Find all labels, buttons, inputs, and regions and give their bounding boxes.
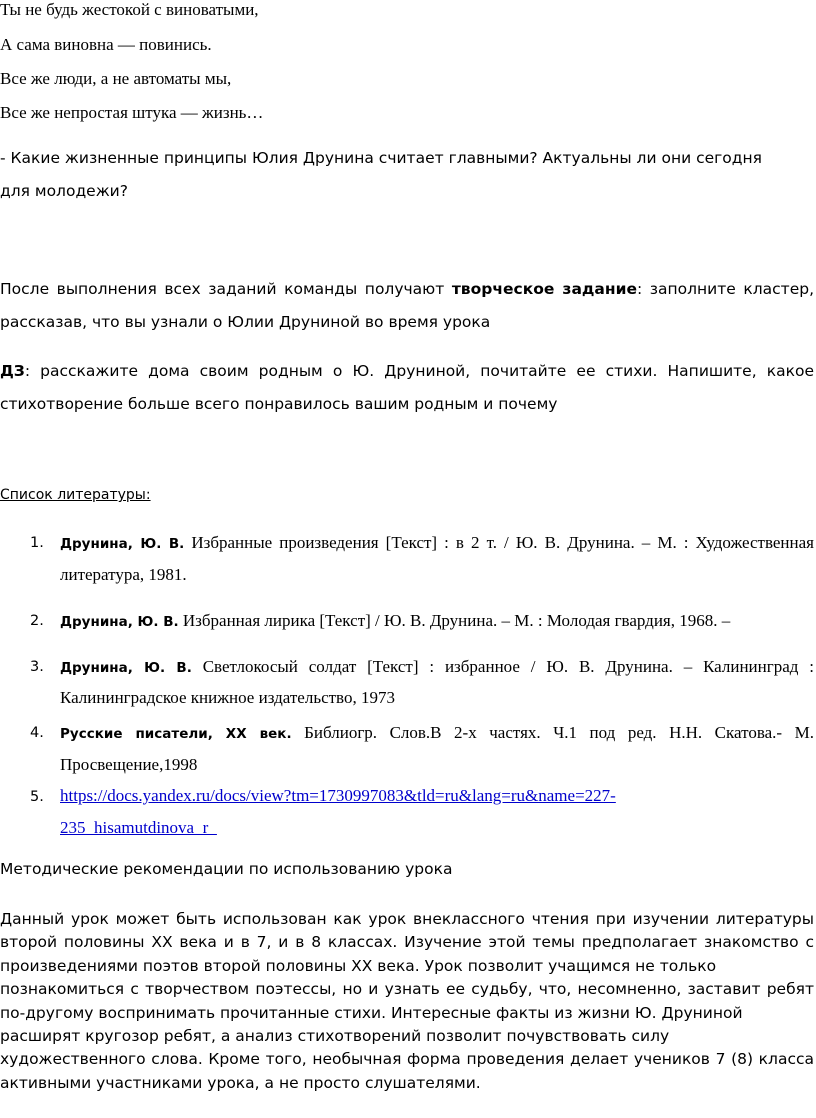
reference-author: Друнина, Ю. В.: [60, 660, 192, 676]
homework-label: ДЗ: [0, 362, 25, 380]
references-heading: Список литературы:: [0, 487, 151, 503]
methodology-line: расширят кругозор ребят, а анализ стихотворений позволит почувствовать силу: [0, 1027, 670, 1046]
methodology-line: по-другому воспринимать прочитанные стихи. Интересные факты из жизни Ю. Друниной: [0, 1003, 743, 1022]
methodology-line: познакомиться с творчеством поэтессы, но и узнать ее судьбу, что, несомненно, заставит ребят: [0, 980, 814, 999]
reference-number: 3.: [30, 659, 44, 675]
homework-line-2: стихотворение больше всего понравилось вашим родным и почему: [0, 395, 558, 413]
reference-item-4-line-2: Просвещение,1998: [60, 755, 198, 774]
creative-task-bold: творческое задание: [451, 280, 637, 298]
reference-number: 5.: [30, 789, 44, 805]
reference-number: 2.: [30, 613, 44, 629]
reference-text: Избранные произведения [Текст] : в 2 т. / Ю. В. Друнина. – М. : Художественная: [184, 533, 814, 552]
reference-item-1-line-2: литература, 1981.: [60, 565, 187, 584]
reference-author: Русские писатели, XX век.: [60, 726, 292, 742]
question-line-1: - Какие жизненные принципы Юлия Друнина считает главными? Актуальны ли они сегодня: [0, 149, 762, 167]
creative-task-text: После выполнения всех заданий команды получают: [0, 280, 452, 298]
creative-task-line-1: [0, 280, 814, 298]
poem-line-3: Все же люди, а не автоматы мы,: [0, 69, 232, 88]
homework-line-1: [0, 362, 814, 380]
creative-task-line-2: рассказав, что вы узнали о Юлии Друниной во время урока: [0, 313, 491, 331]
methodology-line: второй половины XX века и в 7, и в 8 классах. Изучение этой темы предполагает знакомство с: [0, 933, 814, 952]
poem-line-2: А сама виновна — повинись.: [0, 35, 212, 54]
reference-link-line-1[interactable]: https://docs.yandex.ru/docs/view?tm=1730997083&tld=ru&lang=ru&name=227-: [60, 786, 616, 805]
reference-text: Избранная лирика [Текст] / Ю. В. Друнина. – М. : Молодая гвардия, 1968. –: [178, 611, 731, 630]
reference-link-line-2[interactable]: 235_hisamutdinova_r_: [60, 818, 217, 837]
methodology-line: Данный урок может быть использован как урок внеклассного чтения при изучении литературы: [0, 910, 814, 928]
reference-item-2-line-1: [60, 611, 814, 631]
reference-number: 4.: [30, 725, 44, 741]
reference-link[interactable]: [60, 786, 814, 806]
poem-line-1: Ты не будь жестокой с виноватыми,: [0, 0, 259, 19]
poem-line-4: Все же непростая штука — жизнь…: [0, 103, 264, 122]
reference-item-3-line-2: Калининградское книжное издательство, 1973: [60, 688, 395, 707]
methodology-line: художественного слова. Кроме того, необычная форма проведения делает учеников 7 (8) класса: [0, 1050, 814, 1069]
reference-item-3-line-1: [60, 657, 814, 677]
reference-number: 1.: [30, 535, 44, 551]
reference-author: Друнина, Ю. В.: [60, 614, 179, 630]
reference-author: Друнина, Ю. В.: [60, 536, 185, 552]
creative-task-text-end: : заполните кластер,: [636, 280, 815, 298]
reference-item-1-line-1: [60, 533, 814, 553]
homework-text: : расскажите дома своим родным о Ю. Друниной, почитайте ее стихи. Напишите, какое: [24, 362, 814, 380]
reference-text: Светлокосый солдат [Текст] : избранное / Ю. В. Друнина. – Калининград :: [191, 657, 814, 676]
methodology-line: произведениями поэтов второй половины XX века. Урок позволит учащимся не только: [0, 956, 717, 975]
question-line-2: для молодежи?: [0, 182, 128, 200]
methodology-line: активными участниками урока, а не просто слушателями.: [0, 1073, 481, 1092]
reference-item-4-line-1: [60, 723, 814, 743]
methodology-paragraph: [0, 908, 814, 1095]
reference-text: Библиогр. Слов.В 2-х частях. Ч.1 под ред. Н.Н. Скатова.- М.: [291, 723, 814, 742]
methodology-heading: Методические рекомендации по использованию урока: [0, 860, 453, 878]
reference-link-continuation[interactable]: [60, 818, 814, 838]
